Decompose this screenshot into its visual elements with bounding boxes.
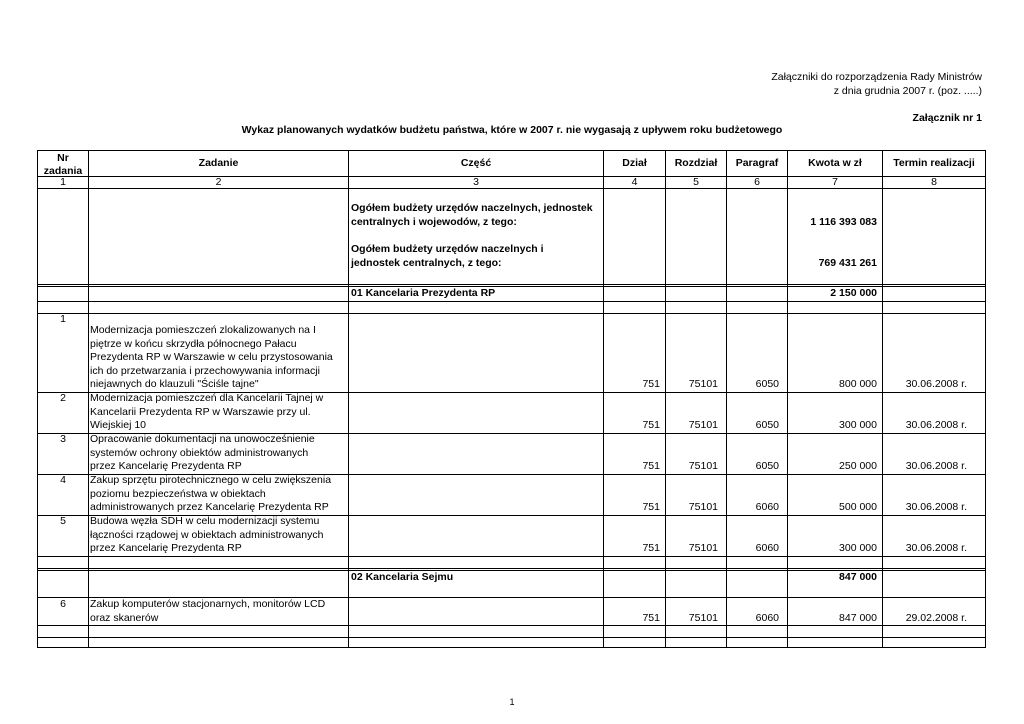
task-text: Wiejskiej 10	[90, 419, 147, 431]
row-paragraf: 6060	[755, 501, 779, 513]
row-paragraf: 6050	[755, 460, 779, 472]
row-paragraf: 6050	[755, 419, 779, 431]
row-nr: 6	[60, 598, 66, 610]
regulation-line-2: z dnia grudnia 2007 r. (poz. .....)	[833, 85, 982, 97]
row-rozdzial: 75101	[688, 460, 718, 472]
row-kwota: 800 000	[839, 378, 877, 390]
table-border-right	[985, 150, 986, 648]
section-amount: 847 000	[839, 571, 877, 583]
col-header-czesc: Część	[460, 157, 492, 169]
row-line	[37, 625, 986, 626]
task-text: łączności rządowej w obiektach administrowanych	[90, 528, 324, 541]
col-divider-zadanie	[348, 150, 349, 648]
col-header-nr: Nr	[57, 152, 69, 164]
row-termin: 29.02.2008 r.	[905, 611, 967, 624]
col-header-dzial: Dział	[622, 157, 647, 169]
task-text: Modernizacja pomieszczeń zlokalizowanych na I	[90, 324, 316, 336]
col-header-termin: Termin realizacji	[893, 157, 975, 169]
col-divider-rozdzial	[726, 150, 727, 648]
task-text: Modernizacja pomieszczeń dla Kancelarii Tajnej w	[90, 392, 324, 404]
row-nr: 2	[60, 392, 66, 404]
summary-sub-line-1: Ogółem budżety urzędów naczelnych i	[351, 243, 544, 255]
col-header-nr-2: zadania	[43, 165, 83, 177]
row-line	[37, 150, 986, 151]
col-number-6: 6	[754, 176, 760, 188]
row-dzial: 751	[642, 460, 660, 472]
document-title: Wykaz planowanych wydatków budżetu państwa, które w 2007 r. nie wygasają z upływem roku budżetowego	[241, 124, 783, 136]
task-text: przez Kancelarię Prezydenta RP	[90, 542, 242, 554]
row-line	[37, 284, 986, 285]
task-text: przez Kancelarię Prezydenta RP	[90, 460, 242, 472]
task-text: ich do przetwarzania i przechowywania informacji	[90, 364, 320, 377]
task-text: piętrze w końcu skrzydła północnego Pałacu	[90, 337, 297, 350]
row-nr: 3	[60, 433, 66, 445]
col-number-3: 3	[473, 176, 479, 188]
row-kwota: 300 000	[839, 419, 877, 431]
regulation-line-1: Załączniki do rozporządzenia Rady Ministrów	[771, 71, 982, 83]
col-divider-nr	[88, 150, 89, 648]
summary-total-amount: 1 116 393 083	[810, 216, 877, 228]
task-text: Budowa węzła SDH w celu modernizacji systemu	[90, 515, 320, 527]
task-text: Opracowanie dokumentacji na unowocześnienie	[90, 433, 315, 445]
row-termin: 30.06.2008 r.	[905, 460, 967, 472]
col-header-kwota: Kwota w zł	[808, 157, 862, 169]
task-text: systemów ochrony obiektów administrowanych	[90, 446, 309, 459]
task-text: Prezydenta RP w Warszawie w celu przystosowania	[90, 351, 333, 363]
row-paragraf: 6050	[755, 378, 779, 390]
task-text: niejawnych do klauzuli "Ściśle tajne"	[90, 378, 259, 390]
col-number-8: 8	[931, 176, 937, 188]
row-kwota: 300 000	[839, 542, 877, 554]
col-header-zadanie: Zadanie	[198, 157, 239, 169]
row-rozdzial: 75101	[688, 501, 718, 513]
row-nr: 4	[60, 474, 66, 486]
row-nr: 5	[60, 515, 66, 527]
section-name: 02 Kancelaria Sejmu	[351, 571, 454, 583]
row-kwota: 847 000	[839, 611, 877, 624]
row-rozdzial: 75101	[688, 419, 718, 431]
expenditure-table	[37, 150, 986, 648]
row-paragraf: 6060	[755, 542, 779, 554]
row-dzial: 751	[642, 611, 660, 624]
row-line	[37, 647, 986, 648]
summary-total-line-2: centralnych i wojewodów, z tego:	[351, 216, 517, 228]
row-line	[37, 637, 986, 638]
summary-total-line-1: Ogółem budżety urzędów naczelnych, jednostek	[351, 202, 593, 214]
row-line	[37, 556, 986, 557]
annex-label: Załącznik nr 1	[912, 112, 982, 124]
col-number-1: 1	[60, 176, 66, 188]
row-line	[37, 301, 986, 302]
col-header-rozdzial: Rozdział	[674, 157, 718, 169]
col-number-2: 2	[215, 176, 222, 188]
row-line	[37, 568, 986, 569]
row-termin: 30.06.2008 r.	[905, 501, 967, 513]
task-text: Kancelarii Prezydenta RP w Warszawie przy ul.	[90, 405, 311, 418]
section-name: 01 Kancelaria Prezydenta RP	[351, 287, 496, 299]
row-nr: 1	[60, 313, 66, 325]
row-dzial: 751	[642, 378, 660, 390]
section-amount: 2 150 000	[830, 287, 877, 299]
row-termin: 30.06.2008 r.	[905, 378, 967, 390]
page-number: 1	[509, 697, 515, 707]
row-dzial: 751	[642, 419, 660, 431]
col-number-7: 7	[832, 176, 838, 188]
task-text: poziomu bezpieczeństwa w obiektach	[90, 487, 266, 500]
row-termin: 30.06.2008 r.	[905, 542, 967, 554]
task-text: administrowanych przez Kancelarię Prezydenta RP	[90, 501, 329, 513]
row-rozdzial: 75101	[688, 542, 718, 554]
col-divider-kwota	[882, 150, 883, 648]
row-line	[37, 313, 986, 314]
task-text: Zakup sprzętu pirotechnicznego w celu zwiększenia	[90, 474, 332, 486]
task-text: Zakup komputerów stacjonarnych, monitorów LCD	[90, 598, 326, 610]
row-paragraf: 6060	[755, 611, 779, 624]
row-rozdzial: 75101	[688, 611, 718, 624]
col-header-paragraf: Paragraf	[735, 157, 779, 169]
task-text: oraz skanerów	[90, 611, 159, 624]
row-kwota: 250 000	[839, 460, 877, 472]
row-dzial: 751	[642, 501, 660, 513]
row-rozdzial: 75101	[688, 378, 718, 390]
col-divider-czesc	[603, 150, 604, 648]
row-kwota: 500 000	[839, 501, 877, 513]
row-dzial: 751	[642, 542, 660, 554]
col-number-4: 4	[631, 176, 638, 188]
summary-sub-line-2: jednostek centralnych, z tego:	[351, 257, 502, 269]
summary-sub-amount: 769 431 261	[818, 257, 877, 269]
row-termin: 30.06.2008 r.	[905, 419, 967, 431]
col-divider-dzial	[665, 150, 666, 648]
col-number-5: 5	[693, 176, 699, 188]
